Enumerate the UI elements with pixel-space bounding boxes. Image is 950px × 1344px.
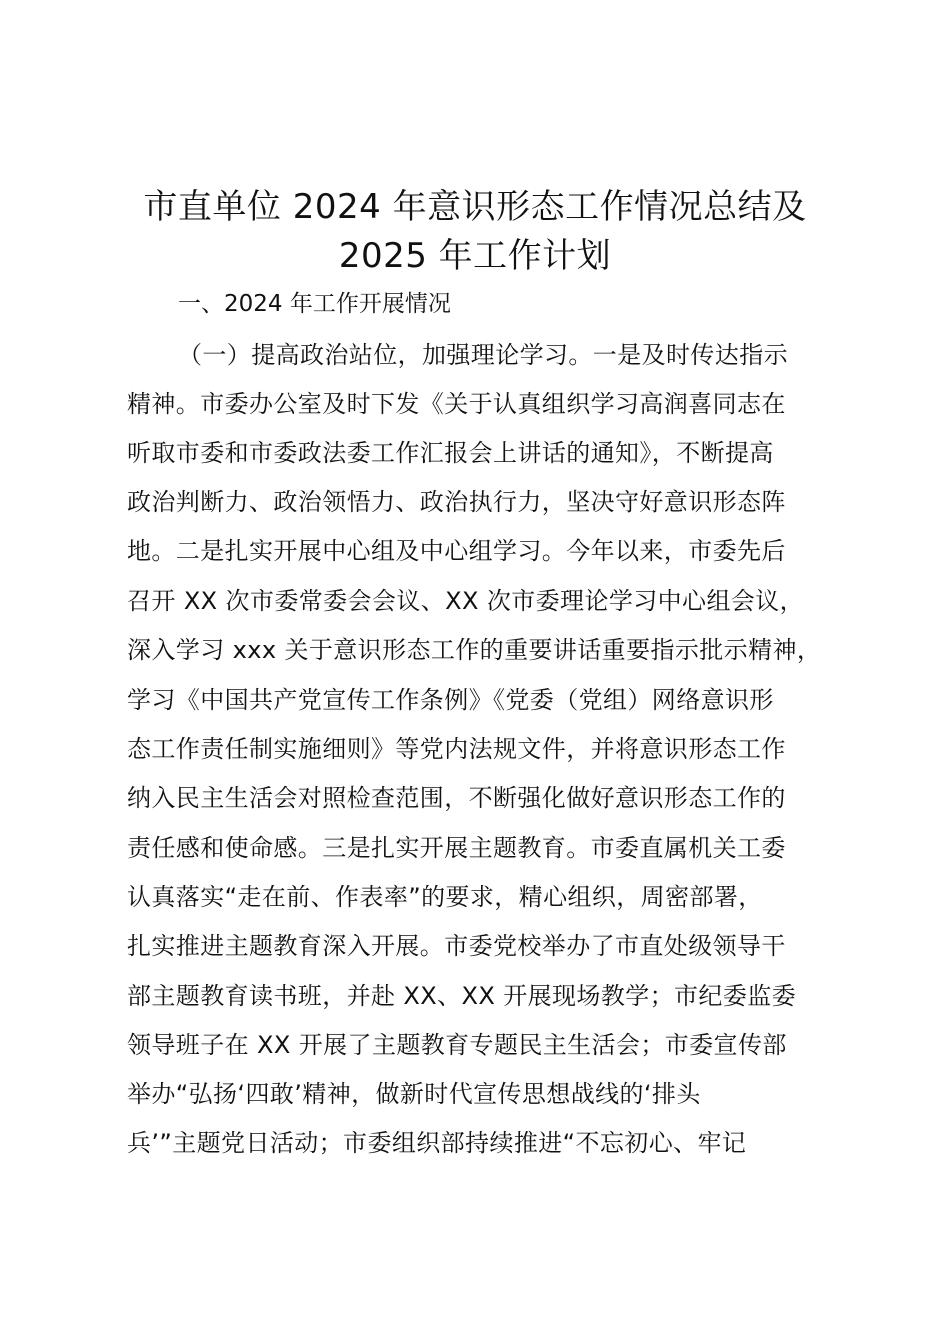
body-line: 部主题教育读书班，并赴 XX、XX 开展现场教学；市纪委监委 — [127, 982, 797, 1010]
body-line: 地。二是扎实开展中心组及中心组学习。今年以来，市委先后 — [127, 537, 786, 565]
body-line: 责任感和使命感。三是扎实开展主题教育。市委直属机关工委 — [127, 834, 786, 862]
body-line: 举办“弘扬‘四敢’精神，做新时代宣传思想战线的‘排头 — [127, 1080, 701, 1108]
body-line: （一）提高政治站位，加强理论学习。一是及时传达指示 — [178, 341, 788, 369]
body-line: 政治判断力、政治领悟力、政治执行力，坚决守好意识形态阵 — [127, 488, 786, 516]
body-line: 精神。市委办公室及时下发《关于认真组织学习高润喜同志在 — [127, 390, 786, 418]
body-line: 听取市委和市委政法委工作汇报会上讲话的通知》，不断提高 — [127, 439, 774, 467]
section-heading: 一、2024 年工作开展情况 — [178, 291, 451, 317]
body-line: 兵’”主题党日活动；市委组织部持续推进“不忘初心、牢记 — [127, 1129, 747, 1157]
body-line: 纳入民主生活会对照检查范围，不断强化做好意识形态工作的 — [127, 784, 786, 812]
body-line: 领导班子在 XX 开展了主题教育专题民主生活会；市委宣传部 — [127, 1031, 787, 1059]
body-line: 扎实推进主题教育深入开展。市委党校举办了市直处级领导干 — [127, 932, 786, 960]
body-line: 学习《中国共产党宣传工作条例》《党委（党组）网络意识形 — [127, 686, 774, 714]
body-line: 召开 XX 次市委常委会会议、XX 次市委理论学习中心组会议， — [127, 587, 805, 615]
body-line: 认真落实“走在前、作表率”的要求，精心组织，周密部署， — [127, 883, 763, 911]
body-line: 深入学习 xxx 关于意识形态工作的重要讲话重要指示批示精神， — [127, 636, 822, 664]
document-title-line-2: 2025 年工作计划 — [338, 236, 612, 276]
body-line: 态工作责任制实施细则》等党内法规文件，并将意识形态工作 — [127, 735, 786, 763]
document-title-line-1: 市直单位 2024 年意识形态工作情况总结及 — [143, 187, 807, 227]
